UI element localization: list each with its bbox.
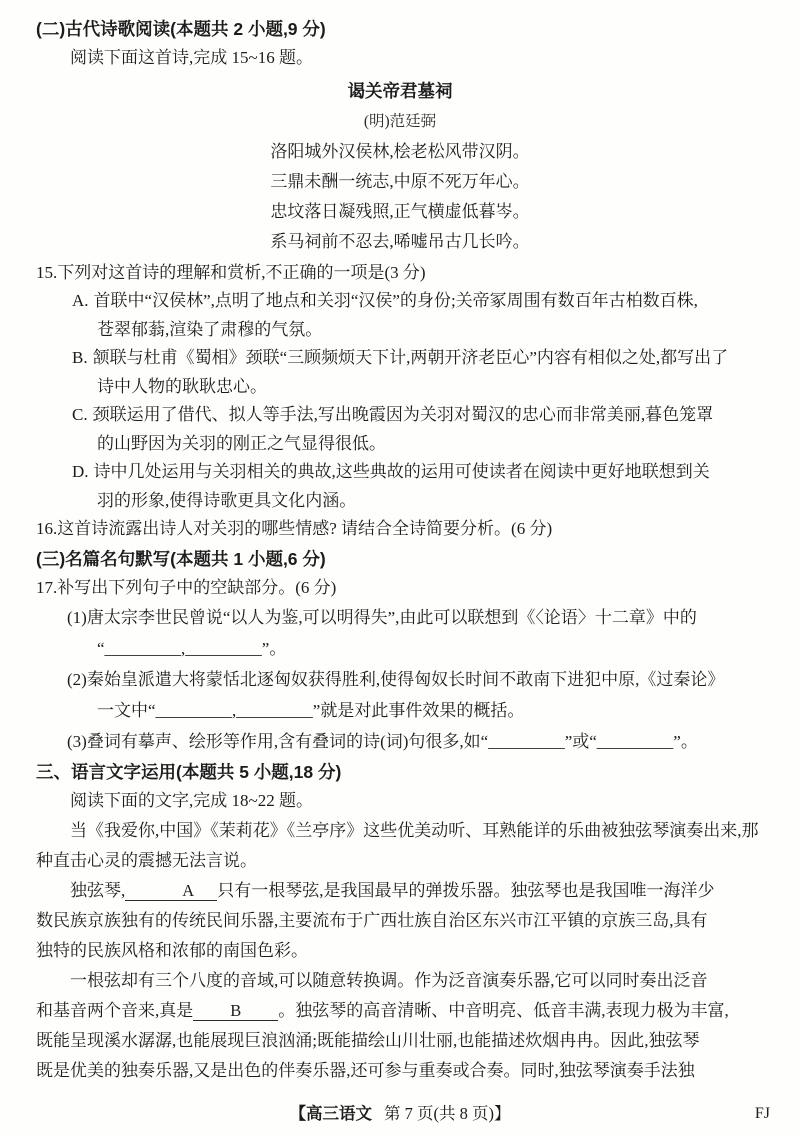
question-15-stem: 15.下列对这首诗的理解和赏析,不正确的一项是(3 分) [36, 262, 426, 282]
option-label: C. [72, 405, 88, 424]
section-language-heading: 三、语言文字运用(本题共 5 小题,18 分) [36, 762, 342, 782]
poem-line: 系马祠前不忍去,唏嘘吊古几长吟。 [270, 231, 530, 251]
passage-line: 独特的民族风格和浓郁的南国色彩。 [36, 940, 308, 960]
q15-option-c [36, 401, 764, 458]
option-text: 颔联与杜甫《蜀相》颈联“三顾频烦天下计,两朝开济老臣心”内容有相似之处,都写出了 [92, 348, 729, 367]
option-text: 羽的形象,使得诗歌更具文化内涵。 [97, 490, 357, 510]
passage-paragraph-3 [36, 966, 764, 1086]
passage-paragraph-2 [36, 876, 764, 966]
passage-line: 数民族京族独有的传统民间乐器,主要流布于广西壮族自治区东兴市江平镇的京族三岛,具有 [36, 910, 708, 930]
q15-option-d [36, 458, 764, 515]
option-text: 苍翠郁蓊,渲染了肃穆的气氛。 [97, 319, 323, 339]
q17-item-text: (1)唐太宗李世民曾说“以人为鉴,可以明得失”,由此可以联想到《〈论语〉十二章》中的 [67, 608, 697, 627]
passage-text: 和基音两个音来,真是 [36, 1000, 194, 1020]
q17-item-1 [36, 602, 764, 664]
option-text: 首联中“汉侯林”,点明了地点和关羽“汉侯”的身份;关帝冢周围有数百年古柏数百株, [93, 291, 698, 310]
option-text: 的山野因为关羽的刚正之气显得很低。 [97, 433, 386, 453]
language-intro: 阅读下面的文字,完成 18~22 题。 [70, 791, 313, 810]
option-text: 诗中人物的耿耿忠心。 [97, 376, 267, 396]
passage-text: 。独弦琴的高音清晰、中音明亮、低音丰满,表现力极为丰富, [278, 1000, 729, 1020]
footer-exam-title: 【高三语文 [289, 1105, 372, 1123]
question-17-stem: 17.补写出下列句子中的空缺部分。(6 分) [36, 577, 337, 597]
poem-line: 洛阳城外汉侯林,桧老松风带汉阴。 [270, 141, 530, 161]
poem-line: 三鼎未酬一统志,中原不死万年心。 [270, 171, 530, 191]
poem-title: 谒关帝君墓祠 [347, 80, 453, 101]
passage-line: 一根弦却有三个八度的音域,可以随意转换调。作为泛音演奏乐器,它可以同时奏出泛音 [70, 970, 708, 990]
option-label: A. [72, 291, 89, 310]
section-poetry-heading: (二)古代诗歌阅读(本题共 2 小题,9 分) [36, 19, 326, 39]
passage-text: 独弦琴, [70, 880, 126, 900]
option-label: B. [72, 348, 88, 367]
q17-item-2 [36, 664, 764, 726]
passage-line: 既是优美的独奏乐器,又是出色的伴奏乐器,还可参与重奏或合奏。同时,独弦琴演奏手法独 [36, 1060, 695, 1080]
page-footer [0, 1103, 800, 1125]
q17-item-text: (2)秦始皇派遣大将蒙恬北逐匈奴获得胜利,使得匈奴长时间不敢南下进犯中原,《过秦论》 [67, 670, 725, 689]
q17-item-text: (3)叠词有摹声、绘形等作用,含有叠词的诗(词)句很多,如“_________”或“_________”。 [67, 732, 698, 751]
footer-code: FJ [754, 1105, 770, 1122]
option-text: 颈联运用了借代、拟人等手法,写出晚霞因为关羽对蜀汉的忠心而非常美丽,暮色笼罩 [92, 405, 714, 424]
footer-page-number: 第 7 页(共 8 页)】 [384, 1104, 511, 1123]
passage-text: 只有一根琴弦,是我国最早的弹拨乐器。独弦琴也是我国唯一海洋少 [217, 880, 715, 900]
poem-line: 忠坟落日凝残照,正气横虚低暮岑。 [270, 201, 530, 221]
q17-blank-line: 一文中“_________,_________”就是对此事件效果的概括。 [97, 701, 525, 720]
option-text: 诗中几处运用与关羽相关的典故,这些典故的运用可使读者在阅读中更好地联想到关 [93, 462, 710, 481]
poem-block [36, 76, 764, 257]
poem-author: (明)范廷弼 [363, 112, 437, 130]
poetry-intro: 阅读下面这首诗,完成 15~16 题。 [70, 48, 313, 67]
q17-blank-line: “_________,_________”。 [97, 639, 287, 658]
passage-line [36, 996, 764, 1026]
q17-item-3 [36, 726, 764, 757]
blank-a: A [125, 881, 217, 901]
passage-line [36, 876, 764, 906]
passage-paragraph-1 [36, 816, 764, 876]
section-dictation-heading: (三)名篇名句默写(本题共 1 小题,6 分) [36, 548, 326, 569]
passage-line: 当《我爱你,中国》《茉莉花》《兰亭序》这些优美动听、耳熟能详的乐曲被独弦琴演奏出来,那 [70, 820, 759, 840]
passage-line: 既能呈现溪水潺潺,也能展现巨浪汹涌;既能描绘山川壮丽,也能描述炊烟冉冉。因此,独弦琴 [36, 1030, 700, 1050]
option-label: D. [72, 462, 89, 481]
passage-line: 种直击心灵的震撼无法言说。 [36, 850, 257, 870]
q15-option-b [36, 344, 764, 401]
blank-b: B [193, 1001, 278, 1021]
question-16: 16.这首诗流露出诗人对关羽的哪些情感? 请结合全诗简要分析。(6 分) [36, 519, 553, 538]
q15-option-a [36, 287, 764, 344]
